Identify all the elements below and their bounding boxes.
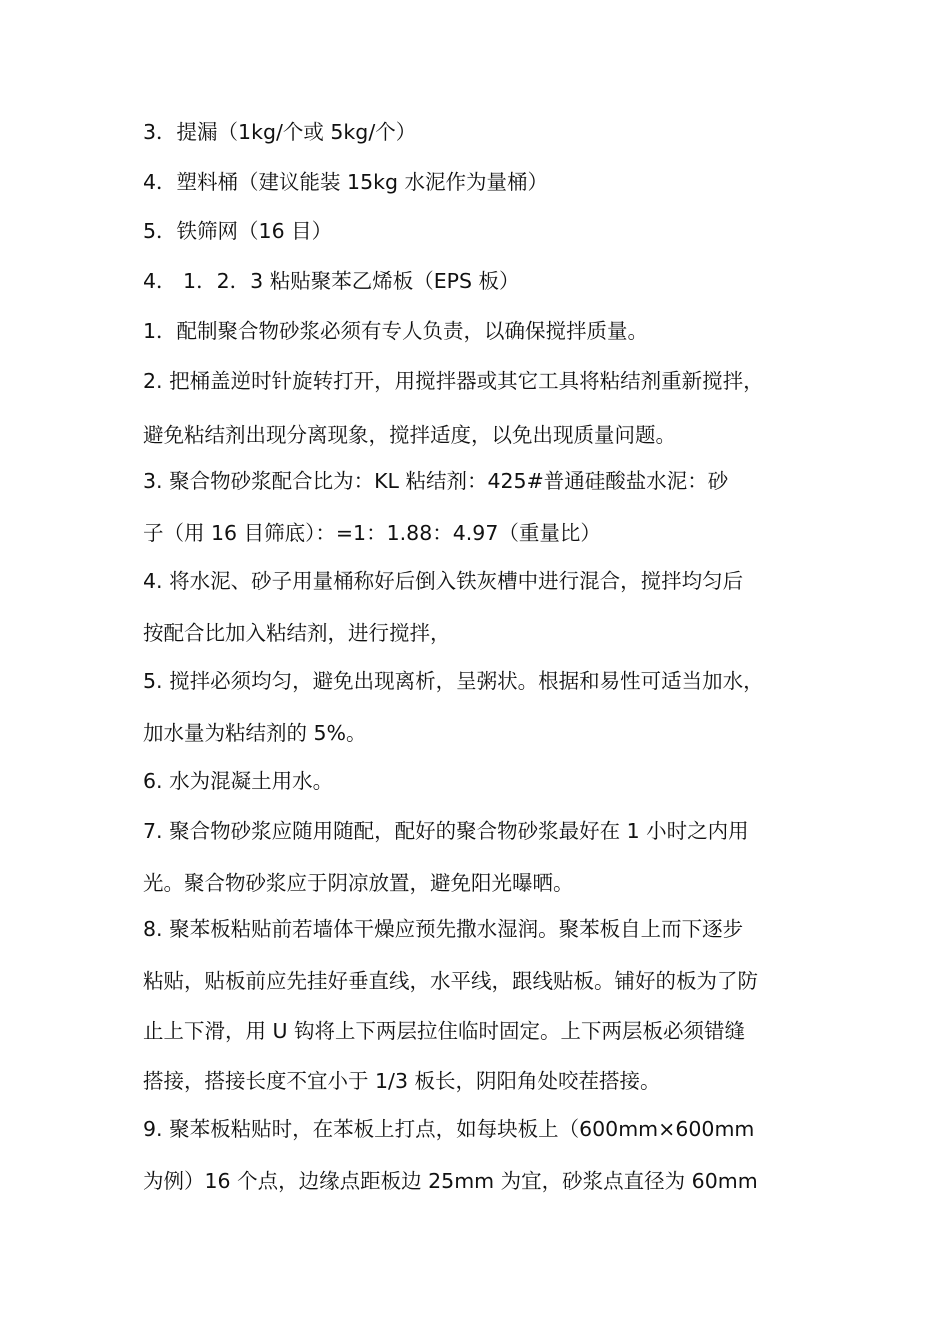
- section-heading: 4． 1．2．3 粘贴聚苯乙烯板（EPS 板）: [143, 269, 520, 293]
- text-line: 4．塑料桶（建议能装 15kg 水泥作为量桶）: [143, 170, 549, 194]
- text-line: 子（用 16 目筛底）：=1：1.88：4.97（重量比）: [143, 521, 601, 545]
- text-line: 5. 搅拌必须均匀，避免出现离析，呈粥状。根据和易性可适当加水，: [143, 669, 764, 693]
- text-line: 搭接，搭接长度不宜小于 1/3 板长，阴阳角处咬茬搭接。: [143, 1069, 661, 1093]
- text-line: 2. 把桶盖逆时针旋转打开，用搅拌器或其它工具将粘结剂重新搅拌，: [143, 369, 764, 393]
- text-line: 按配合比加入粘结剂，进行搅拌，: [143, 621, 451, 645]
- text-line: 止上下滑，用 U 钩将上下两层拉住临时固定。上下两层板必须错缝: [143, 1019, 746, 1043]
- text-line: 1．配制聚合物砂浆必须有专人负责，以确保搅拌质量。: [143, 319, 649, 343]
- text-line: 3．提漏（1kg/个或 5kg/个）: [143, 120, 417, 144]
- text-line: 光。聚合物砂浆应于阴凉放置，避免阳光曝晒。: [143, 871, 574, 895]
- text-line: 7. 聚合物砂浆应随用随配，配好的聚合物砂浆最好在 1 小时之内用: [143, 819, 749, 843]
- text-line: 粘贴，贴板前应先挂好垂直线，水平线，跟线贴板。铺好的板为了防: [143, 969, 758, 993]
- text-line: 5．铁筛网（16 目）: [143, 219, 333, 243]
- text-line: 3. 聚合物砂浆配合比为：KL 粘结剂：425#普通硅酸盐水泥：砂: [143, 469, 729, 493]
- text-line: 4. 将水泥、砂子用量桶称好后倒入铁灰槽中进行混合，搅拌均匀后: [143, 569, 744, 593]
- text-line: 9. 聚苯板粘贴时，在苯板上打点，如每块板上（600mm×600mm: [143, 1117, 755, 1141]
- text-line: 加水量为粘结剂的 5%。: [143, 721, 367, 745]
- text-line: 8. 聚苯板粘贴前若墙体干燥应预先撒水湿润。聚苯板自上而下逐步: [143, 917, 744, 941]
- text-line: 为例）16 个点，边缘点距板边 25mm 为宜，砂浆点直径为 60mm: [143, 1169, 758, 1193]
- text-line: 6. 水为混凝土用水。: [143, 769, 334, 793]
- text-line: 避免粘结剂出现分离现象，搅拌适度，以免出现质量问题。: [143, 423, 676, 447]
